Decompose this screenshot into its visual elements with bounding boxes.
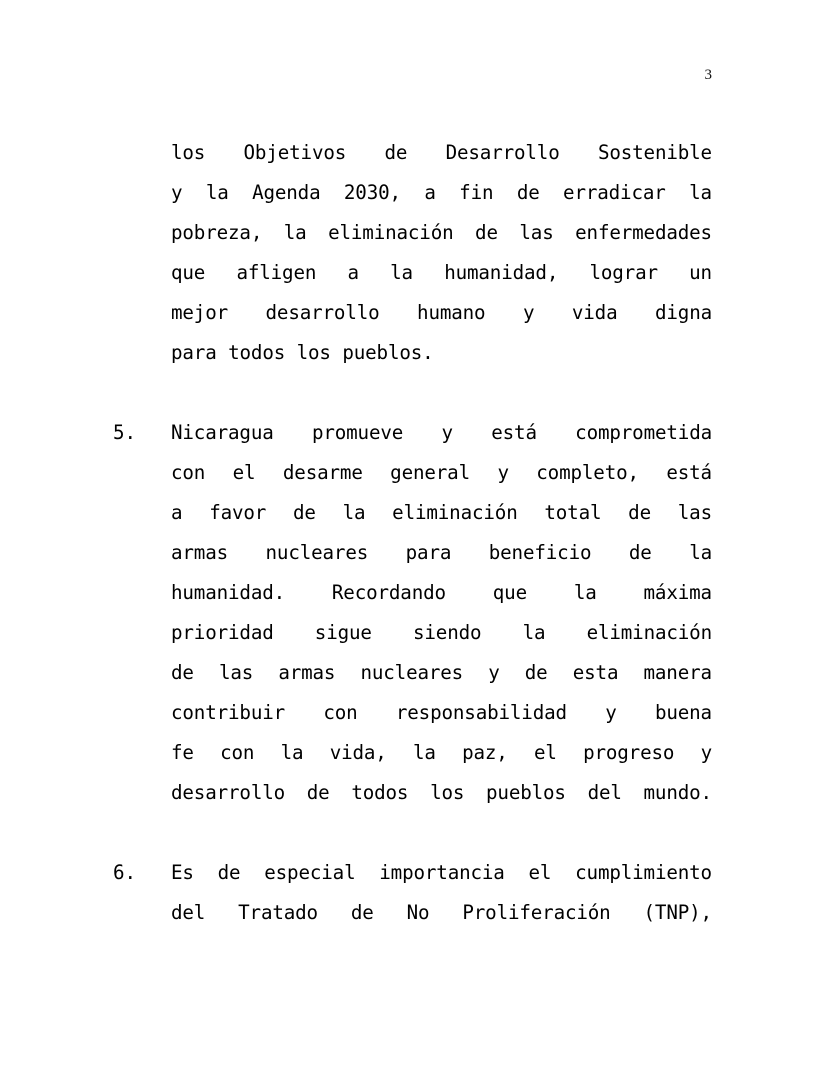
word: 2030, — [343, 181, 401, 204]
word: la — [342, 501, 366, 524]
word: pueblos. — [342, 341, 434, 364]
text-line — [171, 253, 712, 293]
word: las — [218, 661, 254, 684]
word: siendo — [412, 621, 482, 644]
word: nucleares — [360, 661, 464, 684]
word: la — [689, 541, 712, 564]
word: completo, — [536, 461, 639, 484]
word: del — [171, 901, 206, 924]
word: máxima — [643, 581, 712, 604]
word: Sostenible — [597, 141, 712, 164]
page-number: 3 — [704, 67, 712, 83]
text-line — [171, 533, 712, 573]
word: el — [528, 861, 552, 884]
word: y — [488, 661, 500, 684]
word: Agenda — [252, 181, 321, 204]
word: mundo. — [643, 781, 712, 804]
word: general — [390, 461, 470, 484]
text-line — [171, 293, 712, 333]
word: de — [171, 661, 194, 684]
word: (TNP), — [643, 901, 712, 924]
word: que — [171, 261, 206, 284]
word: importancia — [379, 861, 505, 884]
word: de — [384, 141, 408, 164]
word: de — [350, 901, 374, 924]
text-line — [171, 453, 712, 493]
continuation-paragraph — [0, 133, 825, 373]
text-line — [171, 773, 712, 813]
word: a — [171, 501, 183, 524]
text-line — [171, 733, 712, 773]
word: eliminación — [328, 221, 454, 244]
word: eliminación — [392, 501, 518, 524]
word: prioridad — [171, 621, 274, 644]
word: nucleares — [265, 541, 369, 564]
word: con — [171, 461, 206, 484]
word: Proliferación — [462, 901, 611, 924]
word: y — [700, 741, 712, 764]
text-line — [171, 173, 712, 213]
word: Nicaragua — [171, 421, 274, 444]
text-line — [171, 213, 712, 253]
word: sigue — [314, 621, 372, 644]
word: total — [544, 501, 602, 524]
word: Objetivos — [243, 141, 347, 164]
text-line — [171, 613, 712, 653]
word: responsabilidad — [395, 701, 567, 724]
word: a — [347, 261, 359, 284]
word: desarme — [282, 461, 363, 484]
word: de — [628, 541, 652, 564]
word: los — [296, 341, 331, 364]
word: de — [306, 781, 330, 804]
text-line — [171, 893, 712, 933]
word: la — [283, 221, 307, 244]
word: pobreza, — [171, 221, 263, 244]
word: todos — [351, 781, 409, 804]
text-line — [171, 573, 712, 613]
word: desarrollo — [265, 301, 380, 324]
word: Recordando — [331, 581, 446, 604]
word: especial — [264, 861, 356, 884]
word: buena — [654, 701, 712, 724]
paragraph-lines — [171, 853, 712, 933]
word: vida — [571, 301, 618, 324]
text-line — [171, 133, 712, 173]
word: mejor — [171, 301, 229, 324]
paragraph-lines — [171, 413, 712, 813]
word: la — [573, 581, 597, 604]
text-line — [171, 853, 712, 893]
word: los — [171, 141, 206, 164]
word: para — [171, 341, 217, 364]
text-line — [171, 493, 712, 533]
word: la — [689, 181, 712, 204]
paragraph-lines — [171, 133, 712, 373]
word: vida, — [329, 741, 387, 764]
word: erradicar — [563, 181, 666, 204]
word: de — [292, 501, 316, 524]
word: que — [492, 581, 527, 604]
word: y — [522, 301, 535, 324]
word: paz, — [462, 741, 508, 764]
word: del — [587, 781, 622, 804]
word: de — [524, 661, 548, 684]
word: y — [497, 461, 509, 484]
word: comprometida — [575, 421, 712, 444]
word: contribuir — [171, 701, 286, 724]
word: la — [522, 621, 546, 644]
word: armas — [171, 541, 229, 564]
word: fin — [459, 181, 494, 204]
word: No — [406, 901, 430, 924]
word: para — [405, 541, 452, 564]
word: y — [605, 701, 617, 724]
word: todos — [228, 341, 286, 364]
word: progreso — [583, 741, 675, 764]
word: de — [475, 221, 498, 244]
list-item-number: 5. — [113, 421, 137, 444]
word: enfermedades — [575, 221, 712, 244]
word: manera — [643, 661, 712, 684]
word: Es — [171, 861, 194, 884]
word: está — [666, 461, 712, 484]
word: esta — [572, 661, 619, 684]
word: lograr — [589, 261, 658, 284]
list-item-number: 6. — [113, 861, 137, 884]
word: Desarrollo — [445, 141, 560, 164]
word: los — [430, 781, 465, 804]
word: la — [412, 741, 436, 764]
word: humanidad, — [444, 261, 559, 284]
word: la — [280, 741, 304, 764]
word: afligen — [236, 261, 317, 284]
word: está — [491, 421, 537, 444]
word: pueblos — [486, 781, 566, 804]
text-line — [171, 413, 712, 453]
word: la — [390, 261, 413, 284]
numbered-paragraph — [0, 853, 825, 933]
word: y — [171, 181, 183, 204]
word: con — [323, 701, 358, 724]
word: desarrollo — [171, 781, 286, 804]
word: un — [689, 261, 712, 284]
word: y — [441, 421, 453, 444]
word: favor — [209, 501, 267, 524]
word: cumplimiento — [575, 861, 712, 884]
word: humanidad. — [171, 581, 286, 604]
word: las — [519, 221, 554, 244]
word: a — [424, 181, 436, 204]
word: eliminación — [586, 621, 712, 644]
word: humano — [417, 301, 486, 324]
word: el — [533, 741, 557, 764]
word: fe — [171, 741, 194, 764]
word: armas — [278, 661, 336, 684]
word: promueve — [311, 421, 404, 444]
word: las — [677, 501, 712, 524]
word: beneficio — [488, 541, 592, 564]
word: Tratado — [238, 901, 318, 924]
text-line — [171, 693, 712, 733]
word: con — [220, 741, 255, 764]
word: de — [516, 181, 540, 204]
text-line — [171, 653, 712, 693]
text-line — [171, 333, 712, 373]
document-body — [0, 133, 825, 933]
word: digna — [654, 301, 712, 324]
word: la — [205, 181, 229, 204]
numbered-paragraph — [0, 413, 825, 813]
word: de — [628, 501, 651, 524]
word: de — [217, 861, 241, 884]
word: el — [232, 461, 256, 484]
